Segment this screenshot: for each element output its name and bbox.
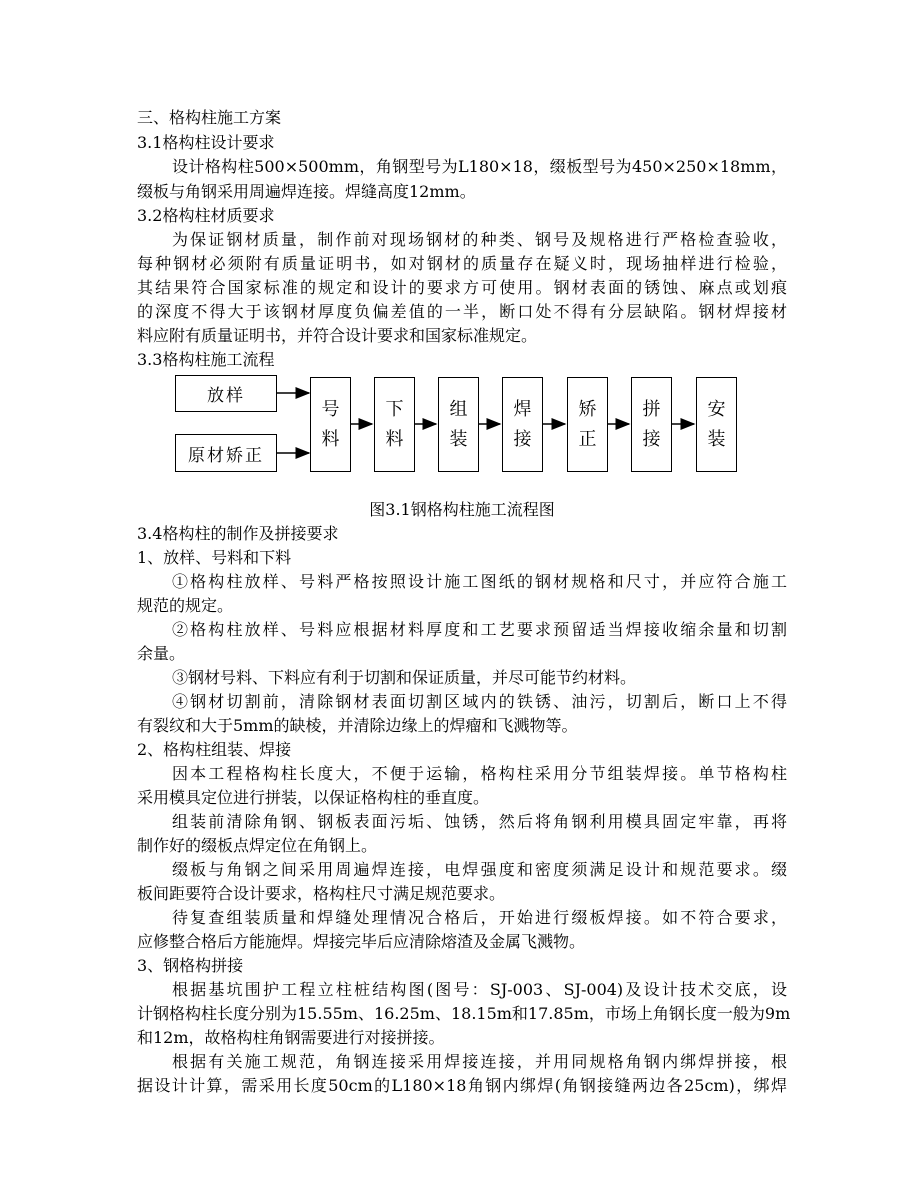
paragraph-line: 为保证钢材质量，制作前对现场钢材的种类、钢号及规格进行严格检查验收， — [172, 230, 787, 249]
subsection-heading-3-4: 3.4格构柱的制作及拼接要求 — [137, 524, 339, 543]
paragraph-line: 板间距要符合设计要求，格构柱尺寸满足规范要求。 — [137, 884, 506, 903]
paragraph-line: 缀板与角钢之间采用周遍焊连接，电焊强度和密度须满足设计和规范要求。缀 — [172, 860, 787, 879]
list-heading-2: 2、格构柱组装、焊接 — [137, 740, 292, 759]
paragraph-line: 制作好的缀板点焊定位在角钢上。 — [137, 836, 378, 855]
flow-input-yuancai: 原材矫正 — [175, 434, 277, 472]
figure-caption: 图3.1钢格构柱施工流程图 — [369, 500, 555, 519]
flow-step-char: 矫 — [578, 398, 597, 420]
paragraph-line: ④钢材切割前，清除钢材表面切割区域内的铁锈、油污，切割后，断口上不得 — [172, 692, 787, 711]
paragraph-line: 计钢格构柱长度分别为15.55m、16.25m、18.15m和17.85m，市场上角钢长度一般为9m — [137, 1004, 791, 1023]
paragraph-line: 因本工程格构柱长度大，不便于运输，格构柱采用分节组装焊接。单节格构柱 — [172, 764, 787, 783]
flow-step-char: 料 — [385, 428, 404, 450]
flow-step-char: 组 — [449, 398, 468, 420]
section-heading: 三、格构柱施工方案 — [137, 108, 282, 127]
subsection-heading-3-3: 3.3格构柱施工流程 — [137, 350, 275, 369]
paragraph-line: 其结果符合国家标准的规定和设计的要求方可使用。钢材表面的锈蚀、麻点或划痕 — [137, 278, 787, 297]
flow-step-char: 接 — [642, 428, 661, 450]
paragraph-line: 根据有关施工规范，角钢连接采用焊接连接，并用同规格角钢内绑焊拼接，根 — [172, 1052, 787, 1071]
paragraph-line: 采用模具定位进行拼装，以保证格构柱的垂直度。 — [137, 788, 490, 807]
paragraph-line: 组装前清除角钢、钢板表面污垢、蚀锈，然后将角钢利用模具固定牢靠，再将 — [172, 812, 787, 831]
flow-step-char: 装 — [707, 428, 726, 450]
paragraph-line: 缀板与角钢采用周遍焊连接。焊缝高度12mm。 — [137, 182, 476, 201]
paragraph-line: 据设计计算，需采用长度50cm的L180×18角钢内绑焊(角钢接缝两边各25cm)，绑焊 — [137, 1076, 787, 1095]
paragraph-line: 设计格构柱500×500mm，角钢型号为L180×18，缀板型号为450×250×18mm， — [172, 157, 787, 176]
flow-step-char: 接 — [513, 428, 532, 450]
flow-step-pinjie — [631, 377, 672, 472]
subsection-heading-3-1: 3.1格构柱设计要求 — [137, 133, 275, 152]
flow-step-char: 下 — [385, 398, 404, 420]
paragraph-line: 待复查组装质量和焊缝处理情况合格后，开始进行缀板焊接。如不符合要求， — [172, 908, 787, 927]
paragraph-line: 和12m，故格构柱角钢需要进行对接拼接。 — [137, 1028, 445, 1047]
paragraph-line: 有裂纹和大于5mm的缺棱，并清除边缘上的焊瘤和飞溅物等。 — [137, 716, 578, 735]
flow-step-char: 正 — [578, 428, 597, 450]
flow-step-char: 号 — [321, 398, 340, 420]
list-heading-1: 1、放样、号料和下料 — [137, 548, 292, 567]
flow-step-char: 料 — [321, 428, 340, 450]
subsection-heading-3-2: 3.2格构柱材质要求 — [137, 206, 275, 225]
paragraph-line: 每种钢材必须附有质量证明书，如对钢材的质量存在疑义时，现场抽样进行检验， — [137, 254, 787, 273]
flow-step-char: 焊 — [513, 398, 532, 420]
flow-step-jiaozheng — [567, 377, 608, 472]
paragraph-line: 料应附有质量证明书，并符合设计要求和国家标准规定。 — [137, 326, 538, 345]
flow-input-fangyang: 放样 — [175, 375, 277, 412]
paragraph-line: 应修整合格后方能施焊。焊接完毕后应清除熔渣及金属飞溅物。 — [137, 932, 586, 951]
flow-step-haoliao — [310, 377, 351, 472]
paragraph-line: 规范的规定。 — [137, 596, 234, 615]
paragraph-line: ③钢材号料、下料应有利于切割和保证质量，并尽可能节约材料。 — [172, 668, 637, 687]
flow-step-char: 装 — [449, 428, 468, 450]
flow-step-char: 安 — [707, 398, 726, 420]
paragraph-line: ②格构柱放样、号料应根据材料厚度和工艺要求预留适当焊接收缩余量和切割 — [172, 620, 787, 639]
flow-step-hanjie — [502, 377, 543, 472]
list-heading-3: 3、钢格构拼接 — [137, 956, 244, 975]
flow-step-zuzhuang — [438, 377, 479, 472]
paragraph-line: 余量。 — [137, 644, 186, 663]
flow-step-char: 拼 — [642, 398, 661, 420]
paragraph-line: 根据基坑围护工程立柱桩结构图(图号：SJ-003、SJ-004)及设计技术交底，设 — [172, 980, 787, 999]
paragraph-line: ①格构柱放样、号料严格按照设计施工图纸的钢材规格和尺寸，并应符合施工 — [172, 572, 787, 591]
flow-step-xialiao — [374, 377, 415, 472]
paragraph-line: 的深度不得大于该钢材厚度负偏差值的一半，断口处不得有分层缺陷。钢材焊接材 — [137, 302, 787, 321]
flow-step-anzhuang — [696, 377, 737, 472]
